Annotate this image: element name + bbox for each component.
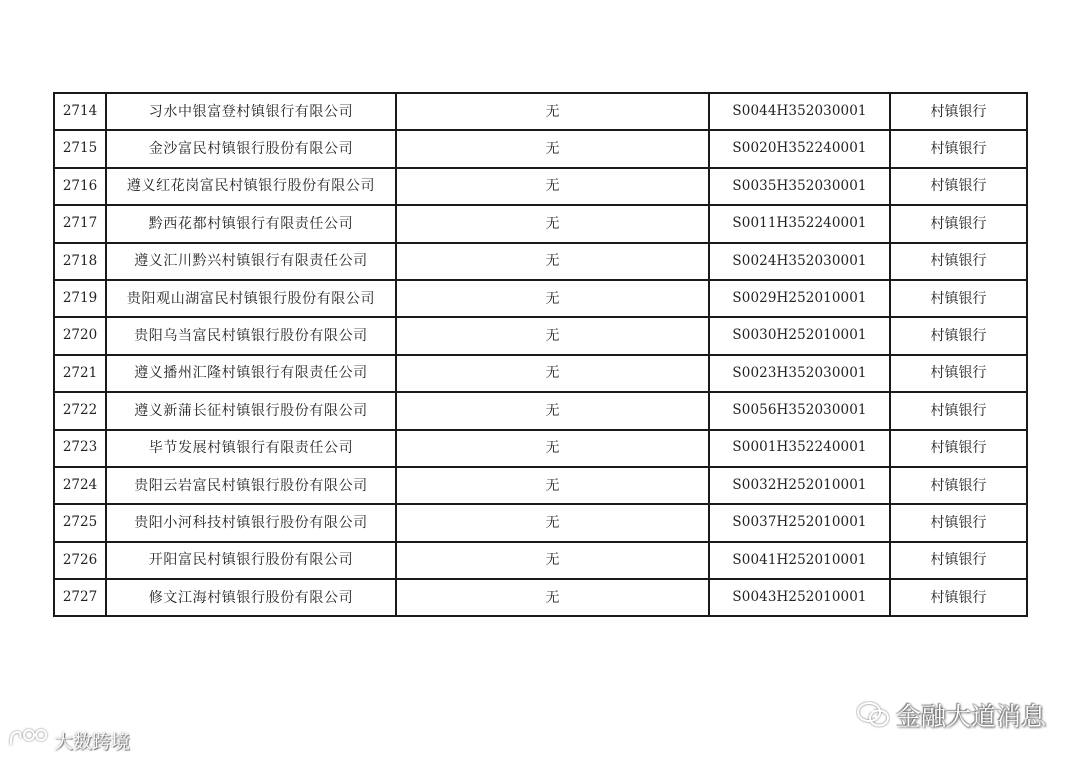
cell-institution-type: 村镇银行 — [890, 168, 1027, 205]
cell-serial-number: 2717 — [54, 205, 106, 242]
watermark-account-name: 金融大道消息 — [895, 702, 1046, 731]
bank-registry-table — [53, 92, 1028, 617]
cell-license-code: S0056H352030001 — [709, 392, 890, 429]
cell-license-code: S0044H352030001 — [709, 93, 890, 130]
cell-license-code: S0011H352240001 — [709, 205, 890, 242]
cell-license-code: S0023H352030001 — [709, 355, 890, 392]
cell-remark: 无 — [396, 579, 709, 616]
cell-serial-number: 2721 — [54, 355, 106, 392]
cell-institution-name: 开阳富民村镇银行股份有限公司 — [106, 542, 396, 579]
table-row — [54, 205, 1027, 242]
cell-institution-type: 村镇银行 — [890, 317, 1027, 354]
table-row — [54, 579, 1027, 616]
cell-serial-number: 2723 — [54, 430, 106, 467]
cell-serial-number: 2722 — [54, 392, 106, 429]
brand-logo-icon — [8, 727, 50, 754]
cell-license-code: S0001H352240001 — [709, 430, 890, 467]
cell-institution-name: 贵阳云岩富民村镇银行股份有限公司 — [106, 467, 396, 504]
cell-serial-number: 2719 — [54, 280, 106, 317]
cell-serial-number: 2720 — [54, 317, 106, 354]
cell-serial-number: 2725 — [54, 504, 106, 541]
cell-institution-name: 修文江海村镇银行股份有限公司 — [106, 579, 396, 616]
watermark-brand-name: 大数跨境 — [54, 731, 131, 753]
cell-remark: 无 — [396, 317, 709, 354]
table-row — [54, 93, 1027, 130]
cell-remark: 无 — [396, 93, 709, 130]
cell-license-code: S0030H252010001 — [709, 317, 890, 354]
table-row — [54, 542, 1027, 579]
watermark-wechat-account — [856, 697, 1046, 733]
cell-institution-type: 村镇银行 — [890, 130, 1027, 167]
table-row — [54, 280, 1027, 317]
cell-remark: 无 — [396, 205, 709, 242]
cell-serial-number: 2727 — [54, 579, 106, 616]
cell-institution-type: 村镇银行 — [890, 504, 1027, 541]
cell-institution-type: 村镇银行 — [890, 542, 1027, 579]
cell-license-code: S0037H252010001 — [709, 504, 890, 541]
cell-remark: 无 — [396, 467, 709, 504]
table-row — [54, 355, 1027, 392]
table-row — [54, 130, 1027, 167]
cell-remark: 无 — [396, 430, 709, 467]
cell-institution-type: 村镇银行 — [890, 280, 1027, 317]
cell-institution-name: 贵阳乌当富民村镇银行股份有限公司 — [106, 317, 396, 354]
cell-institution-type: 村镇银行 — [890, 392, 1027, 429]
cell-institution-type: 村镇银行 — [890, 579, 1027, 616]
cell-remark: 无 — [396, 355, 709, 392]
cell-serial-number: 2716 — [54, 168, 106, 205]
table-row — [54, 504, 1027, 541]
table-row — [54, 168, 1027, 205]
cell-institution-name: 遵义汇川黔兴村镇银行有限责任公司 — [106, 243, 396, 280]
cell-remark: 无 — [396, 542, 709, 579]
cell-institution-name: 金沙富民村镇银行股份有限公司 — [106, 130, 396, 167]
watermark-brand — [8, 727, 130, 754]
cell-institution-type: 村镇银行 — [890, 205, 1027, 242]
cell-remark: 无 — [396, 392, 709, 429]
cell-license-code: S0035H352030001 — [709, 168, 890, 205]
wechat-icon — [856, 701, 890, 729]
cell-institution-type: 村镇银行 — [890, 467, 1027, 504]
table-row — [54, 392, 1027, 429]
cell-serial-number: 2724 — [54, 467, 106, 504]
cell-serial-number: 2726 — [54, 542, 106, 579]
cell-institution-type: 村镇银行 — [890, 355, 1027, 392]
cell-institution-type: 村镇银行 — [890, 430, 1027, 467]
cell-remark: 无 — [396, 243, 709, 280]
cell-serial-number: 2718 — [54, 243, 106, 280]
cell-license-code: S0024H352030001 — [709, 243, 890, 280]
cell-institution-name: 遵义新蒲长征村镇银行股份有限公司 — [106, 392, 396, 429]
cell-remark: 无 — [396, 130, 709, 167]
cell-serial-number: 2714 — [54, 93, 106, 130]
cell-institution-type: 村镇银行 — [890, 243, 1027, 280]
table-row — [54, 430, 1027, 467]
table-body — [54, 93, 1027, 616]
cell-remark: 无 — [396, 168, 709, 205]
cell-institution-name: 遵义红花岗富民村镇银行股份有限公司 — [106, 168, 396, 205]
cell-remark: 无 — [396, 504, 709, 541]
cell-institution-name: 贵阳观山湖富民村镇银行股份有限公司 — [106, 280, 396, 317]
cell-institution-name: 遵义播州汇隆村镇银行有限责任公司 — [106, 355, 396, 392]
cell-license-code: S0043H252010001 — [709, 579, 890, 616]
cell-institution-name: 毕节发展村镇银行有限责任公司 — [106, 430, 396, 467]
cell-institution-name: 习水中银富登村镇银行有限公司 — [106, 93, 396, 130]
table-row — [54, 467, 1027, 504]
cell-license-code: S0029H252010001 — [709, 280, 890, 317]
cell-remark: 无 — [396, 280, 709, 317]
table-row — [54, 243, 1027, 280]
cell-serial-number: 2715 — [54, 130, 106, 167]
cell-license-code: S0041H252010001 — [709, 542, 890, 579]
table-row — [54, 317, 1027, 354]
cell-license-code: S0020H352240001 — [709, 130, 890, 167]
cell-institution-type: 村镇银行 — [890, 93, 1027, 130]
cell-institution-name: 贵阳小河科技村镇银行股份有限公司 — [106, 504, 396, 541]
cell-institution-name: 黔西花都村镇银行有限责任公司 — [106, 205, 396, 242]
cell-license-code: S0032H252010001 — [709, 467, 890, 504]
